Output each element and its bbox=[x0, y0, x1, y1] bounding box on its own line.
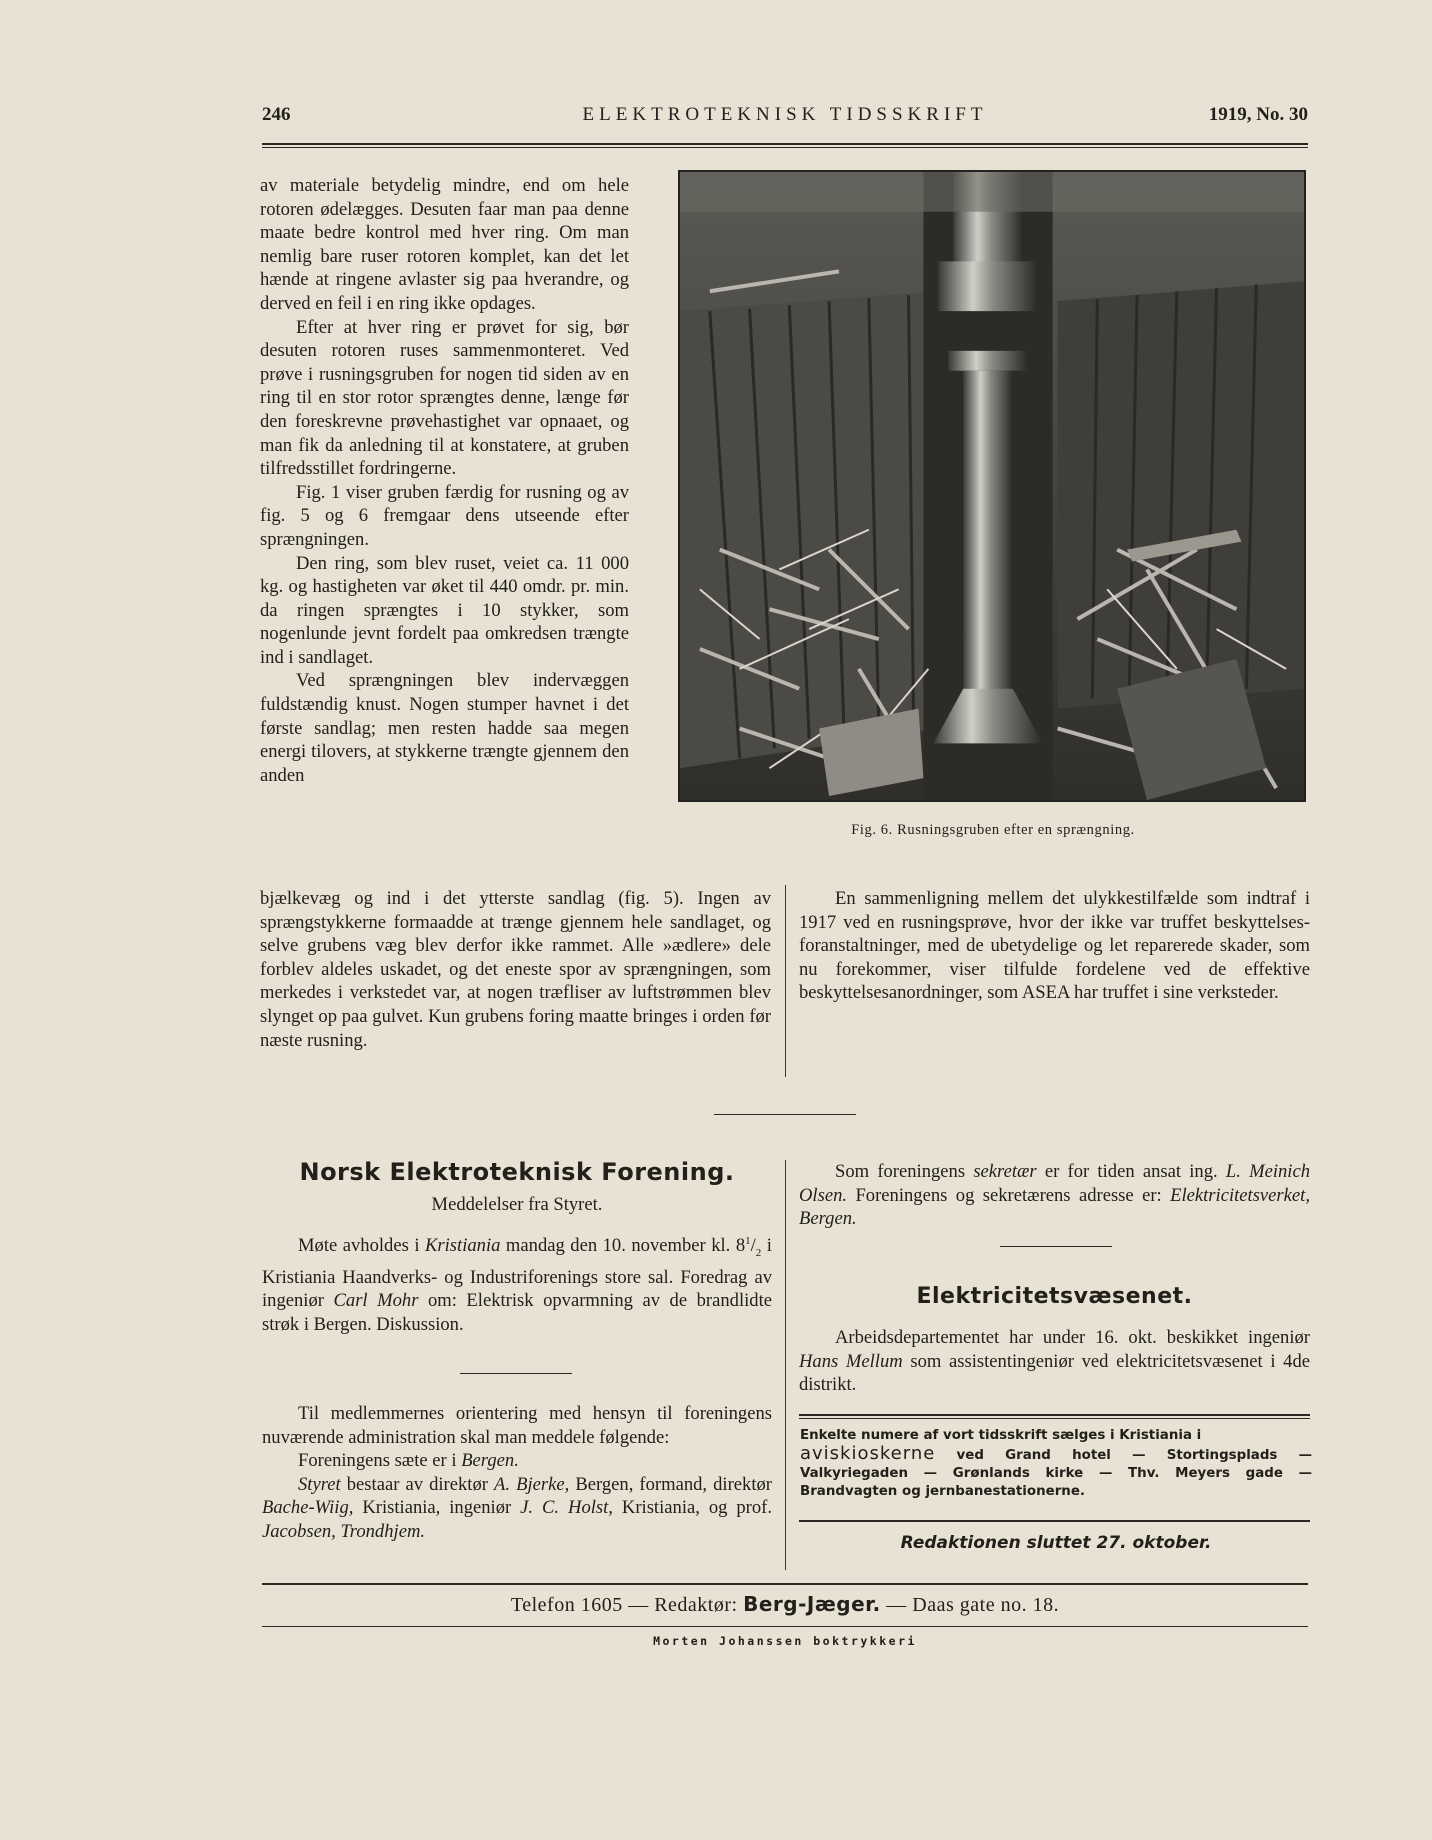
paragraph: Ved sprængningen blev indervæggen fuldstændig knust. Nogen stumper havnet i det første sandlag; men resten hadde saa megen energi tilovers, at stykkerne trængte gjennem den anden bbox=[260, 670, 629, 786]
paragraph: Fig. 1 viser gruben færdig for rusning og av fig. 5 og 6 fremgaar dens utseende efter sprængningen. bbox=[260, 481, 629, 550]
figure-photo bbox=[678, 170, 1306, 802]
page-number: 246 bbox=[262, 104, 291, 125]
forening-heading: Norsk Elektroteknisk Forening. bbox=[299, 1158, 735, 1186]
paragraph: av materiale betydelig mindre, end om hele rotoren ødelægges. Desuten faar man paa denne maate bedre kontrol med hver ring. Om man nemlig bare ruser rotoren komplet, kan det let hænde at ringene avlaster sig paa hverandre, og derved en feil i en ring ikke opdages. bbox=[260, 175, 629, 314]
footer-rule-top bbox=[262, 1583, 1308, 1585]
footer-line: Telefon 1605 — Redaktør: Berg-Jæger. — Daas gate no. 18. bbox=[510, 1592, 1060, 1616]
journal-title: ELEKTROTEKNISK TIDSSKRIFT bbox=[582, 104, 988, 125]
editorial-closed-note: Redaktionen sluttet 27. oktober. bbox=[900, 1533, 1212, 1553]
notice-rule-top-thin bbox=[799, 1418, 1310, 1419]
issue-label: 1919, No. 30 bbox=[1208, 104, 1308, 125]
left-column-continuation bbox=[260, 887, 771, 1052]
small-separator bbox=[460, 1373, 572, 1374]
figure-caption: Fig. 6. Rusningsgruben efter en sprængning. bbox=[851, 822, 1135, 838]
elektricitet-text: Arbeidsdepartementet har under 16. okt. beskikket ingeniør Hans Mellum som assistentingeniør ved elektricitetsvæsenet i 4de distrikt. bbox=[799, 1327, 1310, 1396]
wrecked-pit-photo bbox=[680, 172, 1304, 800]
page-header bbox=[262, 102, 1308, 130]
secretary-note: Som foreningens sekretær er for tiden ansat ing. L. Meinich Olsen. Foreningens og sekretærens adresse er: Elektricitetsverket, Bergen. bbox=[799, 1161, 1310, 1230]
paragraph: Den ring, som blev ruset, veiet ca. 11 000 kg. og hastigheten var øket til 440 omdr. pr. min. da ringen sprængtes i 10 stykker, som nogenlunde jevnt fordelt paa omkredsen trængte ind i sandlaget. bbox=[260, 552, 629, 668]
left-column-text bbox=[260, 174, 629, 787]
section-separator bbox=[714, 1114, 856, 1115]
elektricitet-heading: Elektricitetsvæsenet. bbox=[916, 1284, 1193, 1309]
paragraph: En sammenligning mellem det ulykkestilfælde som indtraf i 1917 ved en rusningsprøve, hvor der ikke var truffet beskyttelses-foranstaltninger, med de ubetydelige og let reparerede skader, som nu forekommer, viser tilfulde fordelene ved de effektive beskyttelsesanordninger, som ASEA har truffet i sine verksteder. bbox=[799, 888, 1310, 1004]
forening-orientation: Til medlemmernes orientering med hensyn til foreningens nuværende administration skal man meddele følgende: Foreningens sæte er i Bergen. Styret bestaar av direktør A. Bjerke, Bergen, formand, direktør Bache-Wiig, Kristiania, ingeniør J. C. Holst, Kristiania, og prof. Jacobsen, Trondhjem. bbox=[262, 1403, 772, 1542]
small-separator bbox=[1000, 1246, 1112, 1247]
sales-notice: Enkelte numere af vort tidsskrift sælges i Kristiania i aviskioskerne ved Grand hotel — Stortingsplads — Valkyriegaden — Grønlands kirke — Thv. Meyers gade — Brandvagten og jernbanestationerne. bbox=[800, 1428, 1312, 1499]
column-divider-lower bbox=[785, 1160, 786, 1570]
forening-meeting: Møte avholdes i Kristiania mandag den 10. november kl. $8^1/_2$ i Kristiania Haandverks- og Industriforenings store sal. Foredrag av ingeniør Carl Mohr om: Elektrisk opvarmning av de brandlidte strøk i Bergen. Diskussion. bbox=[262, 1235, 772, 1335]
printer-imprint: Morten Johanssen boktrykkeri bbox=[653, 1634, 917, 1648]
notice-rule-top bbox=[799, 1414, 1310, 1416]
footer-rule-bottom bbox=[262, 1626, 1308, 1627]
paragraph: bjælkevæg og ind i det ytterste sandlag (fig. 5). Ingen av sprængstykkerne formaadde at trænge gjennem hele sandlaget, og selve grubens væg blev derfor ikke rammet. Alle »ædlere» dele forblev aldeles uskadet, og det eneste spor av sprængningen, som merkedes i verkstedet var, at nogen træfliser av luftstrømmen blev slynget op paa gulvet. Kun grubens foring maatte bringes i orden før næste rusning. bbox=[260, 888, 771, 1051]
notice-rule-bottom bbox=[799, 1520, 1310, 1522]
right-column-text bbox=[799, 887, 1310, 1005]
column-divider bbox=[785, 885, 786, 1077]
forening-subheading: Meddelelser fra Styret. bbox=[431, 1194, 603, 1215]
header-rule bbox=[262, 143, 1308, 145]
header-rule-thin bbox=[262, 147, 1308, 148]
paragraph: Efter at hver ring er prøvet for sig, bør desuten rotoren ruses sammenmonteret. Ved prøve i rusningsgruben for nogen tid siden av en ring til en stor rotor sprængtes denne, længe før den foreskrevne prøvehastighet var opnaaet, og man fik da anledning til at konstatere, at gruben tilfredsstillet fordringerne. bbox=[260, 316, 629, 480]
